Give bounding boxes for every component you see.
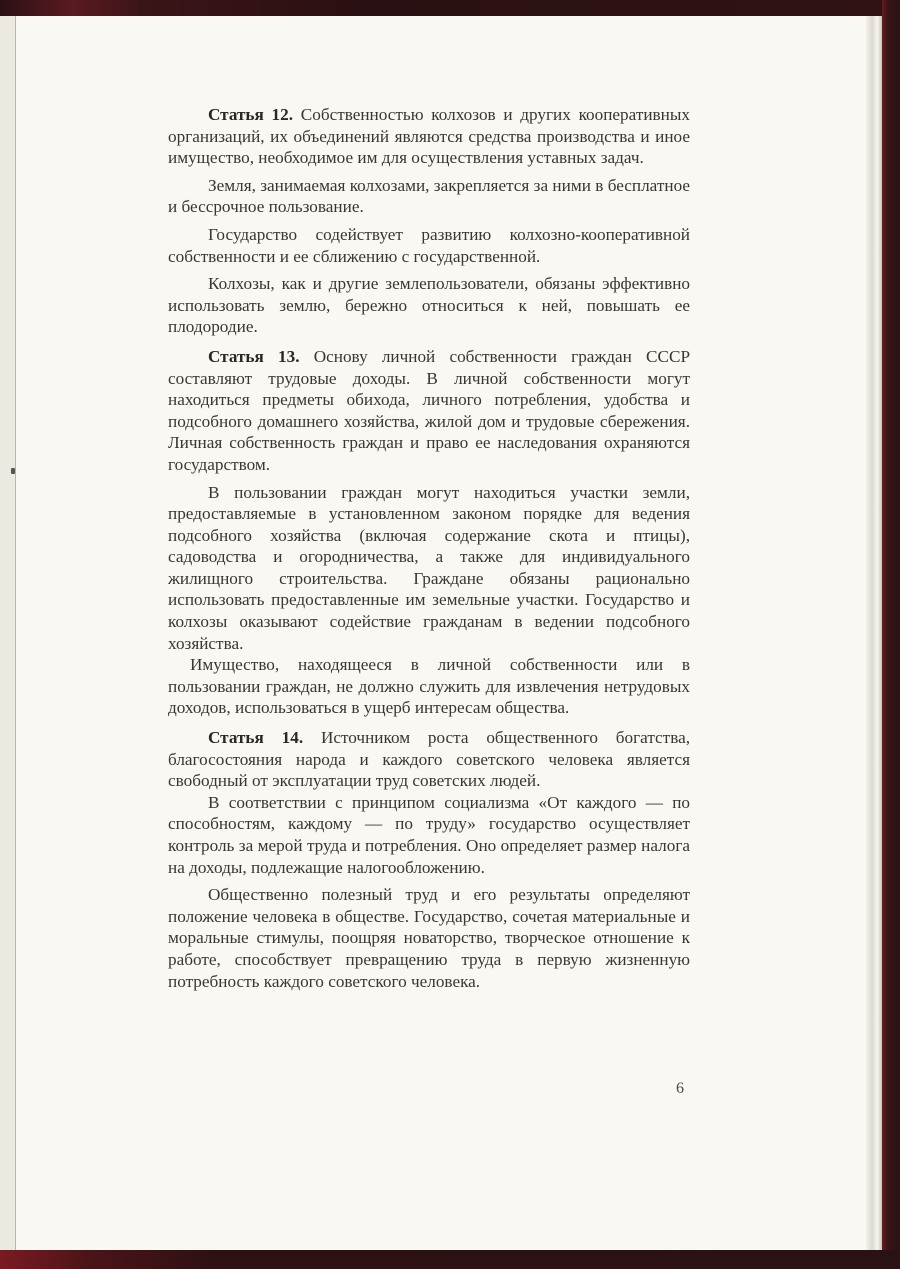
- article-14-paragraph-1: [168, 727, 690, 792]
- article-14-text: Источником роста общественного богатства, благосостояния народа и каждого советского человека является свободный от эксплуатации труд советских людей.: [168, 728, 691, 791]
- book-cover-bottom-edge: [0, 1250, 900, 1269]
- article-12-text: Собственностью колхозов и других кооперативных организаций, их объединений являются средства производства и иное имущество, необходимое им для осуществления уставных задач.: [168, 105, 691, 168]
- article-14-paragraph-2: В соответствии с принципом социализма «От каждого — по способностям, каждому — по труду» государство осуществляет контроль за мерой труда и потребления. Оно определяет размер налога на доходы, подлежащие налогообложению.: [168, 792, 690, 877]
- article-14-paragraph-3: Общественно полезный труд и его результаты определяют положение человека в обществе. Государство, сочетая материальные и моральные стимулы, поощряя новаторство, творческое отношение к работе, способствует превращению труда в первую жизненную потребность каждого советского человека.: [168, 885, 690, 991]
- page-stack-edge: [866, 16, 882, 1250]
- binding-mark: [11, 468, 15, 474]
- article-12-paragraph-3: Государство содействует развитию колхозно-кооперативной собственности и ее сближению с государственной.: [168, 224, 690, 266]
- page-text: [168, 104, 690, 992]
- article-13-label: Статья 13.: [208, 346, 300, 366]
- book-cover-right-edge: [882, 0, 900, 1269]
- article-12-paragraph-2: Земля, занимаемая колхозами, закрепляется за ними в бесплатное и бессрочное пользование.: [168, 175, 690, 217]
- article-12-label: Статья 12.: [208, 105, 294, 124]
- article-12-paragraph-4: Колхозы, как и другие землепользователи, обязаны эффективно использовать землю, бережно относиться к ней, повышать ее плодородие.: [168, 274, 690, 337]
- article-12-paragraph-1: [168, 104, 690, 169]
- article-13-paragraph-3: Имущество, находящееся в личной собственности или в пользовании граждан, не должно служить для извлечения нетрудовых доходов, использоваться в ущерб интересам общества.: [168, 655, 690, 718]
- article-13-paragraph-1: [168, 346, 690, 476]
- article-14-label: Статья 14.: [208, 728, 304, 748]
- book-cover-top-edge: [0, 0, 900, 16]
- book-page: [16, 16, 866, 1250]
- page-number: 6: [676, 1080, 684, 1097]
- article-13-paragraph-2: В пользовании граждан могут находиться участки земли, предоставляемые в установленном законом порядке для ведения подсобного хозяйства (включая содержание скота и птицы), садоводства и огородничества, а также для индивидуального жилищного строительства. Граждане обязаны рационально использовать предоставленные им земельные участки. Государство и колхозы оказывают содействие гражданам в ведении подсобного хозяйства.: [168, 482, 690, 653]
- facing-page-edge: [0, 16, 16, 1250]
- article-13-text: Основу личной собственности граждан СССР составляют трудовые доходы. В личной собственности могут находиться предметы обихода, личного потребления, удобства и подсобного домашнего хозяйства, жилой дом и трудовые сбережения. Личная собственность граждан и право ее наследования охраняются государством.: [168, 346, 691, 474]
